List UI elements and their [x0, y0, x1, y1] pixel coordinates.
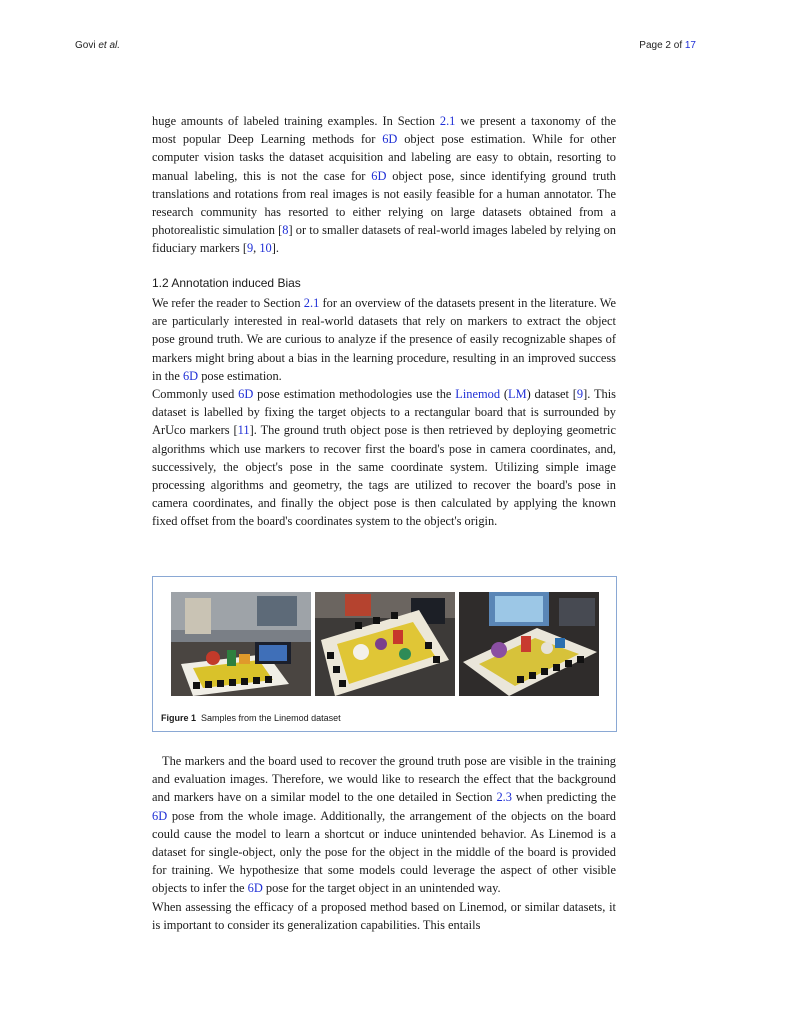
figure-1 — [152, 576, 617, 732]
ref-section-2-3[interactable]: 2.3 — [496, 790, 512, 805]
ref-section-2-1[interactable]: 2.1 — [439, 114, 456, 128]
section-body-continued — [152, 752, 616, 934]
section-body — [152, 294, 616, 531]
page-number: Page 2 of 17 — [639, 40, 696, 51]
citation-9[interactable]: 9 — [246, 241, 254, 256]
ref-6d-acronym[interactable]: 6D — [247, 881, 263, 896]
ref-linemod[interactable]: Linemod — [455, 387, 501, 402]
citation-9[interactable]: 9 — [576, 387, 584, 402]
paragraph-intro: huge amounts of labeled training examples. In Section 2.1 we present a taxonomy of the most popular Deep Learning methods for 6D object pose estimation. While for other computer vision tasks the dataset acquisition and labeling are easy to obtain, resorting to manual labeling, this is not the case for 6D object pose, since identifying ground truth translations and rotations from real images is not easily feasible for a human annotator. The research community has resorted to either relying on large datasets obtained from a photorealistic simulation [8] or to smaller datasets of real-world images labeled by relying on fiduciary markers [9, 10]. — [152, 114, 616, 256]
linemod-sample-image-1 — [171, 592, 311, 696]
citation-8[interactable]: 8 — [282, 223, 289, 238]
linemod-sample-image-3 — [459, 592, 599, 696]
paragraph-markers: The markers and the board used to recover the ground truth pose are visible in the training and evaluation images. Therefore, we would like to research the effect that the background and markers have on a similar model to the one detailed in Section 2.3 when predicting the 6D pose from the whole image. Additionally, the arrangement of the objects on the board could cause the model to learn a shortcut or induce unintended behavior. As Linemod is a dataset for single-object, only the pose for the object in the middle of the board is provided for training. We hypothesize that some models could leverage the aspect of other visible objects to infer the 6D pose for the target object in an unintended way. — [152, 754, 616, 896]
citation-11[interactable]: 11 — [237, 423, 250, 438]
citation-10[interactable]: 10 — [259, 241, 272, 256]
paragraph-overview: We refer the reader to Section 2.1 for an overview of the datasets present in the literature. We are particularly interested in real-world datasets that rely on markers to extract the object pose ground truth. We are curious to analyze if the presence of easily recognizable shapes of markers might bring about a bias in the learning procedure, resulting in an improved success in the 6D pose estimation. — [152, 296, 616, 383]
ref-6d-acronym[interactable]: 6D — [371, 168, 387, 183]
ref-6d-acronym[interactable]: 6D — [238, 387, 254, 402]
figure-caption: Figure 1 Samples from the Linemod dataset — [161, 713, 341, 723]
section-heading: 1.2 Annotation induced Bias — [152, 276, 301, 290]
ref-6d-acronym[interactable]: 6D — [152, 808, 168, 823]
paragraph-generalization: When assessing the efficacy of a proposed method based on Linemod, or similar datasets, it is important to consider its generalization capabilities. This entails — [152, 899, 616, 932]
ref-section-2-1[interactable]: 2.1 — [303, 296, 320, 310]
ref-6d-acronym[interactable]: 6D — [182, 368, 199, 383]
ref-6d-acronym[interactable]: 6D — [382, 132, 398, 147]
total-pages-link[interactable]: 17 — [684, 40, 696, 51]
paragraph-linemod: Commonly used 6D pose estimation methodologies use the Linemod (LM) dataset [9]. This dataset is labelled by fixing the target objects to a rectangular board that is surrounded by ArUco markers [11]. The ground truth object pose is then retrieved by deploying geometric algorithms which use markers to recover first the board's pose in camera coordinates, and, successively, the object's pose in the same coordinate system. Utilizing simple image processing algorithms and geometry, the tags are utilized to recover the board's pose in camera coordinates, and finally the object pose is then calculated by applying the known fixed offset from the board's coordinates system to the object's origin. — [152, 387, 616, 529]
running-header-author: Govi et al. — [75, 40, 121, 51]
ref-lm-acronym[interactable]: LM — [508, 387, 527, 402]
linemod-sample-image-2 — [315, 592, 455, 696]
